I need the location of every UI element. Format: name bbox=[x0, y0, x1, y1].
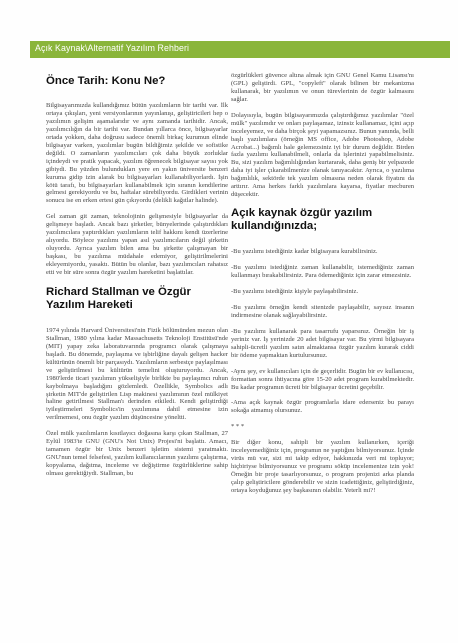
section-heading-history: Önce Tarih: Konu Ne? bbox=[46, 75, 166, 87]
header-title: Açık Kaynak\Alternatif Yazılım Rehberi bbox=[35, 43, 190, 53]
paragraph: özgürlükleri güvence altına almak için GNU Genel Kamu Lisansı'nı (GPL) geliştirdi. GPL, "copyleft" olarak bilinen bir mekanizma kullanarak, bir yazılımın ve onun türevlerinin de özgür kalmasını sağlar. bbox=[231, 72, 414, 103]
list-item: -Bu yazılımı örneğin kendi sitenizde paylaşabilir, sayısız insanın indirmesine olanak sağlayabilirsiniz. bbox=[231, 303, 414, 319]
list-item: -Bu yazılımı istediğiniz zaman kullanabilir, istemediğiniz zaman kullanmayı bırakabilirsiniz. Para ödemediğiniz için zarar etmezsiniz. bbox=[231, 264, 414, 279]
paragraph: Bilgisayarımızda kullandığımız bütün yazılımların bir tarihi var. İlk ortaya çıkışları, yeni versiyonlarının yayınlanışı, geliştiricileri hep o yazılımın gelişim aşamalarıdır ve aynı zamanda tarihidir. Ancak, yazılımcılığın da bir tarihi var. Bundan yıllarca önce, bilgisayarlar ortada yokken, daha doğrusu sadece önemli birkaç kurumun elinde bilgisayar varken, yazılımlar bugün bildiğimiz şekilde ve sofistike değildi. O zamanların yazılımcıları çok daha büyük zorluklar içindeydi ve pratik yapacak, yazılım öğrenecek bilgisayar sayısı yok gibiydi. Bu yüzden bulundukları yere en yakın üniversite benzeri kuruma gidip izin alarak bu bilgisayarları kullanabiliyorlardı. İşin kötü tarafı, bu bilgisayarları kullanabilmek için sıranın kendilerine gelmesi gerekiyordu ve bu, haftalar sürebiliyordu. Girdikleri verinin sonucu ise en erken ertesi gün çıkıyordu (delikli kağıtlar halinde). bbox=[46, 102, 228, 205]
header-band bbox=[30, 41, 450, 58]
paragraph: Özel mülk yazılımların kısıtlayıcı doğasına karşı çıkan Stallman, 27 Eylül 1983'te GNU (GNU's Not Unix) Projesi'ni başlattı. Amacı, tamamen özgür bir Unix benzeri işletim sistemi yaratmaktı. GNU'nun temel felsefesi, yazılım kullanıcılarının yazılımı çalıştırma, kopyalama, dağıtma, inceleme ve değiştirme özgürlüklerine sahip olması gerektiğiydi. Stallman, bu bbox=[46, 430, 228, 477]
list-item: -Bu yazılımı istediğiniz kadar bilgisayara kurabilirsiniz. bbox=[231, 248, 378, 256]
list-item: -Aynı şey, ev kullanıcıları için de geçerlidir. Bugün bir ev kullanıcısı, formattan sonra ihtiyacına göre 15-20 adet program kurabilmektedir. Bu kadar programın ücreti bir bilgisayar ücretini geçebilir. bbox=[231, 367, 414, 391]
left-column bbox=[46, 72, 228, 486]
list-item: -Bu yazılımı istediğiniz kişiyle paylaşabilirsiniz. bbox=[231, 287, 359, 295]
list-item: -Bu yazılımı kullanarak para tasarrufu yaparsınız. Örneğin bir iş yeriniz var. İş yerinizde 20 adet bilgisayar var. Bu yirmi bilgisayara sahipli-ücretli yazılım satın almaktansa özgür yazılım kurarak ciddi bir ödeme yapmaktan kurtulursunuz. bbox=[231, 327, 414, 359]
separator: * * * bbox=[231, 423, 245, 431]
paragraph: Dolayısıyla, bugün bilgisayarımızda çalıştırdığımız yazılımlar "özel mülk" yazılımdır ve onları paylaşamaz, izinsiz kullanamaz, içini açıp inceleyemez, ve daha birçok şeyi yapamazsınız. Bunun yanında, belli başlı yazılımlara (örneğin MS office, Adobe Photoshop, Adobe Acrobat...) bağımlı hale gelemezsiniz iyi bir durum değildir. Birden fazla yazılımı kullanabilmeli, onlarla da işlerinizi yapabilmelisiniz. Bu, sizi yazılım bağımlılığından kurtararak, daha geniş bir yelpazede daha iyi işler çıkarabilmenize olanak tanıyacaktır. Ayrıca, o yazılıma bağımlılık, sektörde tek yazılım olmasına neden olarak fiyatını da arttırır. Ama herkes farklı yazılımlara kayarsa, fiyatlar mecburen düşecektir. bbox=[231, 111, 414, 199]
list-item: -Ama açık kaynak özgür programlarla idare ederseniz bu parayı sokağa atmamış olursunuz. bbox=[231, 399, 414, 415]
paragraph: 1974 yılında Harvard Üniversitesi'nin Fizik bölümünden mezun olan Stallman, 1980 yılına kadar Massachusetts Teknoloji Enstitüsü'nde (MIT) yapay zeka laboratuvarında programcı olarak çalışmaya başladı. Bu dönemde, paylaşıma ve işbirliğine dayalı gelişen hacker kültürünün önemli bir parçasıydı. Yazılımların serbestçe paylaşılması ve geliştirilmesi bu kültürün temelini oluşturuyordu. Ancak, 1980'lerde ticari yazılımın yükselişiyle birlikte bu paylaşımcı ruhun kaybolmaya başladığını gözlemledi. Özellikle, Symbolics adlı şirketin MIT'de geliştirilen Lisp makinesi yazılımının özel mülkiyet haline getirilmesi Stallman'ı derinden etkiledi. Kendi geliştirdiği iyileştirmeleri Symbolics'in yazılımına dahil etmesine izin verilmemesi, onu özgür yazılım düşüncesine yöneltti. bbox=[46, 326, 228, 422]
section-heading-stallman: Richard Stallman ve Özgür Yazılım Hareketi bbox=[46, 285, 191, 311]
paragraph: Bir diğer konu, sahipli bir yazılım kullanırken, içeriği inceleyemediğiniz için, programın ne yaptığını bilmiyorsunuz. İçinde virüs mü var, sizi mi takip ediyor, hakkınızda veri mi topluyor; hiçbiriyse bilmiyorsunuz ve programı söküp incelemenize izin yok! Örneğin bir proje tasarlıyorsunuz, o program projenizi arka planda çalıp geliştiricilere gönderebilir ve sizin icadettiğiniz, geliştirdiğiniz, ortaya koyduğunuz şey başkasının olabilir. Yeterli mi?! bbox=[231, 439, 414, 494]
right-column bbox=[231, 72, 414, 503]
section-heading-benefits: Açık kaynak özgür yazılım kullandığınızda; bbox=[231, 207, 373, 233]
paragraph: Gel zaman git zaman, teknolojinin gelişmesiyle bilgisayarlar da gelişmeye başladı. Ancak bazı şirketler, bünyelerinde çalıştırdıkları yazılımcılara yaptırdıkları yazılımların telif hakkını kendi üzerlerine alıyordu. Böylece yazılımı yapan asıl yazılımcıların değil şirketin oluyordu. Ayrıca yazılım bilen ama bu şirkette çalışmayan bir başkası, bu yazılıma müdahale edemiyor, geliştirilmelerini ekleyemiyordu, yasaktı. Bütün bu olanlar, bazı yazılımcıları rahatsız etti ve bir süre sonra özgür yazılım hareketini başlattılar. bbox=[46, 213, 228, 276]
